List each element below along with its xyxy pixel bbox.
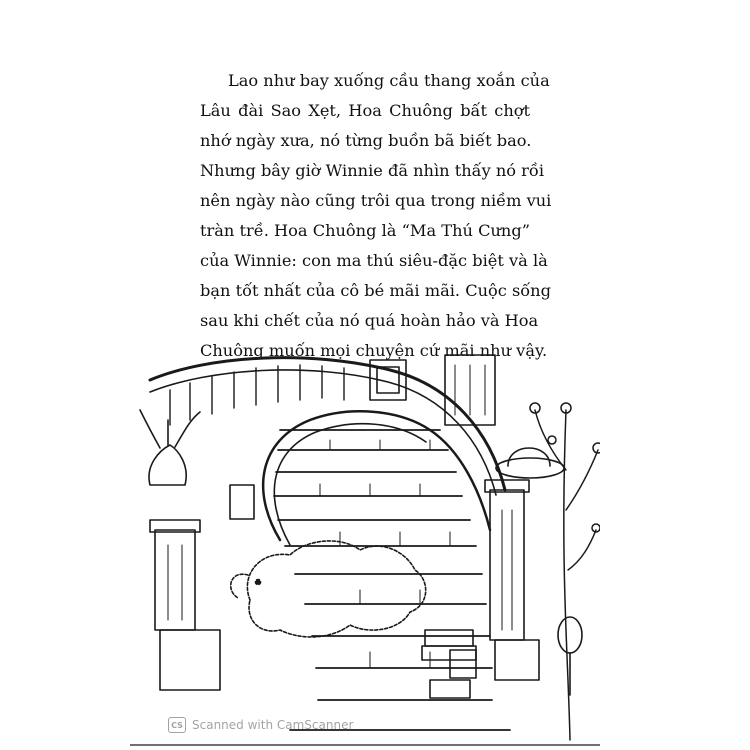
story-line: sau khi chết của nó quá hoàn hảo và Hoa bbox=[200, 311, 539, 330]
story-line: Chuông muốn mọi chuyện cứ mãi như vậy. bbox=[200, 341, 548, 360]
tree bbox=[530, 403, 600, 740]
stairs bbox=[274, 430, 510, 730]
ghost-dog bbox=[231, 541, 426, 637]
story-line: nhớ ngày xưa, nó từng buồn bã biết bao. bbox=[200, 131, 532, 150]
tennis-racket bbox=[558, 617, 582, 695]
scanner-watermark bbox=[168, 716, 353, 734]
story-line: Nhưng bây giờ Winnie đã nhìn thấy nó rồi bbox=[200, 161, 544, 180]
story-line: bạn tốt nhất của cô bé mãi mãi. Cuộc sống bbox=[200, 281, 551, 300]
story-line: nên ngày nào cũng trôi qua trong niềm vui bbox=[200, 191, 552, 210]
story-line: Lao như bay xuống cầu thang xoắn của bbox=[228, 71, 550, 90]
left-newel-post bbox=[150, 520, 220, 690]
staircase-illustration bbox=[130, 350, 600, 750]
story-text bbox=[200, 66, 552, 366]
story-line: Lâu đài Sao Xẹt, Hoa Chuông bất chợt bbox=[200, 101, 530, 120]
story-line: của Winnie: con ma thú siêu-đặc biệt và là bbox=[200, 251, 548, 270]
camscanner-logo-icon: CS bbox=[168, 717, 186, 733]
staircase-drawing bbox=[130, 350, 600, 750]
watermark-text: Scanned with CamScanner bbox=[192, 718, 354, 732]
right-newel-post bbox=[485, 480, 539, 680]
story-line: tràn trề. Hoa Chuông là “Ma Thú Cưng” bbox=[200, 221, 530, 240]
